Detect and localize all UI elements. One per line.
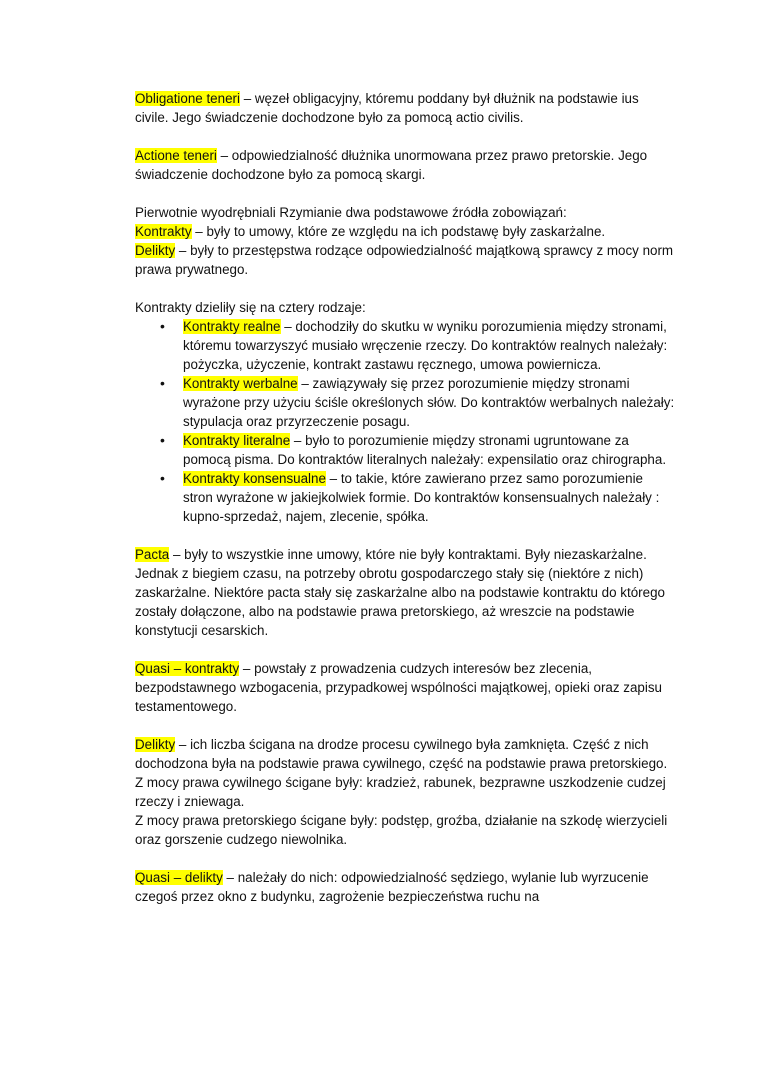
bullet-icon: • — [160, 470, 165, 486]
delikty-praetorian-law: Z mocy prawa pretorskiego ścigane były: podstęp, groźba, działanie na szkodę wierzycieli oraz gorszenie cudzego niewolnika. — [135, 813, 668, 847]
definition-text: – to takie, które zawierano przez samo porozumienie stron wyrażone w jakiejkolwiek formie. Do kontraktów konsensualnych należały : kupno-sprzedaż, najem, zlecenie, spółka. — [183, 471, 660, 524]
list-item — [160, 317, 675, 374]
definition-text: – zawiązywały się przez porozumienie między stronami wyrażone przy użyciu ściśle określonych słów. Do kontraktów werbalnych należały: stypulacja oraz przyrzeczenie posagu. — [183, 376, 675, 429]
definition-text: – były to przestępstwa rodzące odpowiedzialność majątkową sprawcy z mocy norm prawa prywatnego. — [135, 243, 674, 277]
bullet-icon: • — [160, 375, 165, 391]
definition-text: – były to wszystkie inne umowy, które nie były kontraktami. Były niezaskarżalne. Jednak z biegiem czasu, na potrzeby obrotu gospodarczego stały się (niektóre z nich) zaskarżalne. Niektóre pacta stały się zaskarżalne albo na podstawie kontraktu do którego zostały dołączone, albo na podstawie prawa pretorskiego, aż wreszcie na podstawie konstytucji cesarskich. — [135, 547, 665, 638]
paragraph-quasi-kontrakty — [135, 659, 675, 716]
highlighted-term: Quasi – delikty — [135, 870, 223, 885]
definition-text: – powstały z prowadzenia cudzych interesów bez zlecenia, bezpodstawnego wzbogacenia, przypadkowej wspólności majątkowej, opieki oraz zapisu testamentowego. — [135, 661, 662, 714]
highlighted-term: Kontrakty werbalne — [183, 376, 298, 391]
paragraph-kontrakty — [135, 222, 675, 241]
highlighted-term: Kontrakty — [135, 224, 192, 239]
list-item — [160, 469, 675, 526]
bullet-icon: • — [160, 318, 165, 334]
paragraph-delikty — [135, 735, 675, 773]
definition-text: – dochodziły do skutku w wyniku porozumienia między stronami, któremu towarzyszyć musiało wręczenie rzeczy. Do kontraktów realnych należały: pożyczka, użyczenie, kontrakt zastawu ręcznego, umowa powiernicza. — [183, 319, 668, 372]
document-body — [135, 89, 675, 906]
highlighted-term: Quasi – kontrakty — [135, 661, 240, 676]
definition-text: – węzeł obligacyjny, któremu poddany był dłużnik na podstawie ius civile. Jego świadczenie dochodzone było za pomocą actio civilis. — [135, 91, 639, 125]
list-item — [160, 431, 675, 469]
highlighted-term: Delikty — [135, 737, 176, 752]
highlighted-term: Actione teneri — [135, 148, 217, 163]
definition-text: – odpowiedzialność dłużnika unormowana przez prawo pretorskie. Jego świadczenie dochodzone było za pomocą skargi. — [135, 148, 648, 182]
list-item — [160, 374, 675, 431]
highlighted-term: Kontrakty realne — [183, 319, 281, 334]
paragraph-quasi-delikty — [135, 868, 675, 906]
definition-text: – należały do nich: odpowiedzialność sędziego, wylanie lub wyrzucenie czegoś przez okno z budynku, zagrożenie bezpieczeństwa ruchu na — [135, 870, 649, 904]
definition-text: – były to umowy, które ze względu na ich podstawę były zaskarżalne. — [191, 224, 606, 239]
sources-intro: Pierwotnie wyodrębniali Rzymianie dwa podstawowe źródła zobowiązań: — [135, 205, 567, 220]
paragraph-actione-teneri — [135, 146, 675, 184]
contracts-list — [135, 317, 675, 526]
bullet-icon: • — [160, 432, 165, 448]
delikty-civil-law: Z mocy prawa cywilnego ścigane były: kradzież, rabunek, bezprawne uszkodzenie cudzej rzeczy i zniewaga. — [135, 775, 666, 809]
contracts-intro: Kontrakty dzieliły się na cztery rodzaje: — [135, 300, 366, 315]
highlighted-term: Obligatione teneri — [135, 91, 240, 106]
paragraph-delikty-source — [135, 241, 675, 279]
highlighted-term: Kontrakty literalne — [183, 433, 291, 448]
definition-text: – było to porozumienie między stronami ugruntowane za pomocą pisma. Do kontraktów literalnych należały: expensilatio oraz chirographa. — [183, 433, 667, 467]
paragraph-obligatione-teneri — [135, 89, 675, 127]
highlighted-term: Delikty — [135, 243, 176, 258]
highlighted-term: Pacta — [135, 547, 170, 562]
highlighted-term: Kontrakty konsensualne — [183, 471, 326, 486]
definition-text: – ich liczba ścigana na drodze procesu cywilnego była zamknięta. Część z nich dochodzona była na podstawie prawa cywilnego, część na podstawie prawa pretorskiego. — [135, 737, 668, 771]
paragraph-pacta — [135, 545, 675, 640]
